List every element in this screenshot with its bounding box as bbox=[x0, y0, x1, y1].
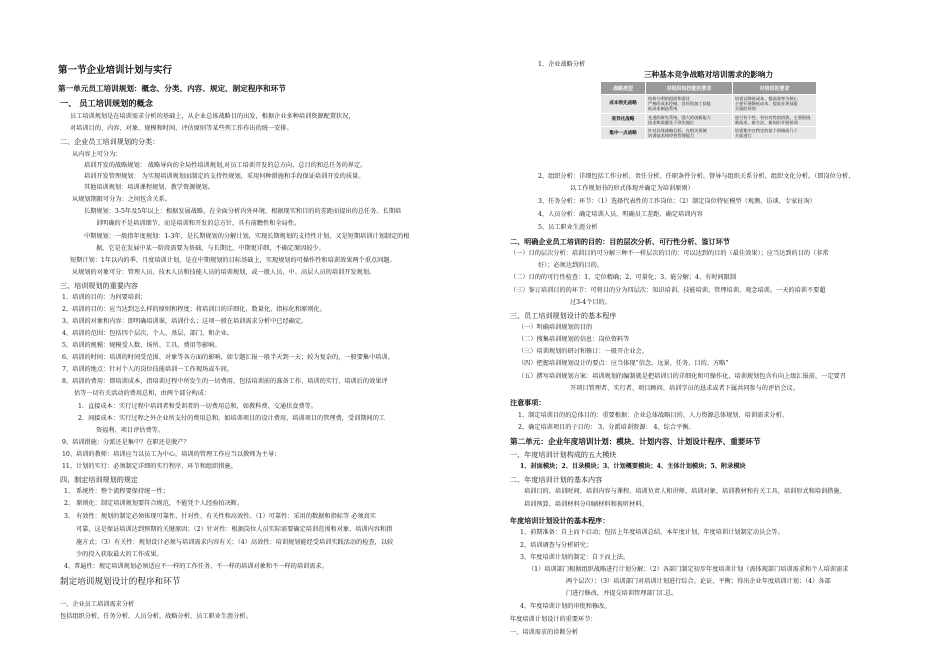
strategy-table bbox=[600, 68, 817, 140]
table-cell: 结构分明的组织和责任 严格的成本控制，良好的加工技能 低成本制造系统 bbox=[646, 95, 733, 114]
text-line: （四）把握培训规划设计的要点：应当体现“信念、远景、任务、目的、方略” bbox=[518, 360, 729, 367]
text-line: 开项目管理者、实行者、项目顾问、培训学员的恳求或者下属共同参与的评估会议。 bbox=[570, 385, 799, 392]
text-line: 四、制定培训规划的规定 bbox=[60, 475, 139, 484]
text-line: 一、培训需求的诊断分析 bbox=[510, 629, 579, 636]
table-header: 对组织和技能的要求 bbox=[646, 82, 733, 95]
table-cell: 成本领先战略 bbox=[601, 95, 646, 114]
text-line: 7、培训的地点：针对个人的岗位技能培训一工作现场或车间。 bbox=[62, 366, 233, 373]
text-line: 4、普遍性：规定培训规划必须适应不一样的工作任务、不一样的培训对象和不一样的培训需求。 bbox=[64, 563, 328, 570]
text-line: 4、培训的范围：包括四个层次，个人、基层、部门、和企业。 bbox=[62, 330, 233, 337]
text-line: 二、企业员工培训规划的分类： bbox=[60, 137, 160, 146]
text-line: 5、员工职业生涯分析 bbox=[538, 224, 598, 231]
text-line: 施方式；（3）有关性：规划设计必须与培训需求内容有关；（4）高效性：培训规划能经受培训实践活动的检查，以较 bbox=[76, 539, 394, 546]
text-line: 其他培训规划：培训课程规划、教学资源规划。 bbox=[84, 184, 214, 191]
text-line: 一、企业员工培训需求分析 bbox=[60, 601, 135, 608]
text-line: 培训预算、培训材料分印刷材料和视听材料。 bbox=[524, 501, 648, 508]
text-line: 好）；必须达到的目的。 bbox=[538, 262, 603, 269]
text-line: 第一单元员工培训规划：概念、分类、内容、规定、制定程序和环节 bbox=[58, 84, 286, 93]
text-line: （二）目的的可行性检查：1、定位精确；2、可量化；3、能分解；4、有时间限制 bbox=[510, 274, 737, 281]
text-line: 年度培训计划设计的基本程序： bbox=[510, 516, 610, 525]
text-line: 从内容上可分为： bbox=[72, 151, 122, 158]
text-line: 培训开发的战略规划： 战略导向的全局性培训规划,对员工培训开发的总方向、总目的和总任务的界定。 bbox=[84, 162, 367, 169]
table-cell: 培训集中在特定的某个领域或几个 方面进行 bbox=[732, 127, 816, 140]
text-line: 二、明确企业员工培训的目的：目的层次分析、可行性分析、鉴订环节 bbox=[510, 237, 730, 246]
text-line: （二）搜集培训规划的信息：岗位资料等 bbox=[518, 336, 630, 343]
text-line: 注意事项： bbox=[510, 398, 546, 407]
text-line: 1、制定培训目的的总体目的：重要根据：企业总体战略目的、人力资源总体规划、培训需求分析。 bbox=[518, 412, 788, 419]
text-line: 一、 员工培训规划的概念 bbox=[60, 98, 153, 108]
text-line: 从规划期限可分为：之间包含关系。 bbox=[72, 196, 171, 203]
text-line: 中期规划：一般指年度规划：1-3年，是长期规划的分解计划，实现长期规划的支持性计划，又是短期培训计划制定的根 bbox=[84, 233, 410, 240]
text-line: 2、组织分析：详细包括工作分析、责任分析、任职条件分析、督导与组织关系分析、组织文化分析。（即岗位分析， bbox=[538, 173, 855, 180]
text-line: 第二单元：企业年度培训计划：模块、计划内容、计划设计程序、重要环节 bbox=[510, 437, 761, 446]
text-line: 制定培训规划设计的程序和环节 bbox=[60, 577, 181, 587]
text-line: 一、年度培训计划构成的五大模块 bbox=[510, 450, 617, 459]
table-header: 战略类型 bbox=[601, 82, 646, 95]
text-line: 2、确定培训项目的子目的： 3、分派培训资源： 4、综合平衡。 bbox=[518, 424, 695, 431]
text-line: （三）培训规划的研讨和修订：一般开企业会。 bbox=[518, 348, 648, 355]
text-line: 据，它是在发展中某一阶段需要为基础，与长期比，中期更详细，不确定原因较少。 bbox=[96, 245, 325, 252]
text-line: 员工培训规划是在培训需求分析的基础上，从企业总体战略目的出发，根据企业多种培训资源配置状况， bbox=[70, 113, 355, 120]
text-line: 训明确的不是培训细节，而是培训和开发的总方针，具有前瞻性和全局性。 bbox=[96, 220, 301, 227]
text-line: 两个层次）；（3）培训部门对培训计划进行综合、论证、平衡；得出企业年度培训计划；（4）各部 bbox=[566, 578, 831, 585]
text-line: 1、前期准备：自上而下启动；包括上年度培训总结、本年度计划、年度培训计划制定动员会等。 bbox=[520, 529, 784, 536]
table-cell: 培训以降低成本、提高效率为核心 主要开展降低成本、提高业务技能 方面的培训 bbox=[732, 95, 816, 114]
text-line: 二、年度培训计划的基本内容 bbox=[510, 475, 603, 484]
text-line: 对培训目的、内容、对象、规模和时间、评估原则等某些列工作作出的统一安排。 bbox=[70, 125, 293, 132]
text-line: 11、计划的实行：必须制定详细的实行程序、环节和组织措施。 bbox=[62, 463, 237, 470]
text-line: 从规划的对象可分：管理人员、技术人员和技能人员的培训规划，或一般人员、中、高层人员的培训开发规划。 bbox=[72, 269, 376, 276]
text-line: 6、培训的时间：培训的时间受范围、对象等各方面的影响，如专题汇报一般半天到一天；较为复杂的，一般要集中培训。 bbox=[62, 354, 394, 361]
table-cell: 针对具体战略目标，在相关领域 培训技术和经营管理能力 bbox=[646, 127, 733, 140]
text-line: 2、 原则化：制定培训规划要符合规范，不能凭个人经验拍决断。 bbox=[64, 500, 244, 507]
text-line: 三、培训规划的重要内容 bbox=[60, 281, 139, 290]
text-line: 包括组织分析、任务分析、人员分析，战略分析、员工职业生涯分析。 bbox=[60, 613, 252, 620]
text-line: 2、培训的目的：应当达到怎么样的原则和程度；将培训目的详细化、数量化、指标化和原则化。 bbox=[62, 306, 326, 313]
text-line: 资福利、项目评估费等。 bbox=[96, 427, 165, 434]
text-line: 可靠，这是保证培训达到预期的关键原因；（2）针对性：根据岗位人员实际需要确定培训范围和对象、培训内容和措 bbox=[76, 526, 393, 533]
text-line: 少的投入获取最大的工作成果。 bbox=[76, 551, 163, 558]
text-line: 1、 系统性：整个流程要保持统一性； bbox=[64, 488, 169, 495]
text-line: 9、培训措施：分派还是集中？在职还是脱产？ bbox=[62, 439, 190, 446]
table-title: 三种基本竞争战略对培训需求的影响力 bbox=[643, 70, 774, 79]
text-line: 3、 有效性：规划的制定必须体现可靠性、针对性、有关性和高效性。（1）可靠性：采用的数据和指标等 必须真实 bbox=[64, 513, 376, 520]
table-row bbox=[601, 95, 817, 114]
text-line: 过3-4个目的。 bbox=[570, 299, 611, 306]
text-line: （一）目的层次分析：培训目的可分解三种不一样层次的目的：可以达到的目的（最佳效果）；应当达到的目的（非常 bbox=[510, 250, 829, 257]
text-line: 1、封面模块；2、目录模块；3、计划概要模块；4、主体计划模块；5、附录模块 bbox=[520, 463, 746, 470]
text-line: 培训目的、培训时间、培训内容与课程、培训负责人和讲师、培训对象、培训教材和有关工具、培训形式和培训措施、 bbox=[524, 488, 846, 495]
text-line: 长期规划：3-5年及5年以上：根据发展战略，在全面分析内外环境，根据现实和目的的差距而提出的总任务。长期培 bbox=[84, 208, 402, 215]
table-row bbox=[601, 127, 817, 140]
text-line: 3、年度培训计划的制定：自下而上法。 bbox=[520, 554, 630, 561]
text-line: （三）鉴订培训目的的环节：可将目的分为四层次：知识培训、技能培训、管理培训、观念培训。一天的培训不要超 bbox=[510, 287, 826, 294]
text-line: 10、培训的教师：培训应当以员工为中心，培训的管理工作应当以教师为主导； bbox=[62, 451, 281, 458]
text-line: 2．间接成本：实行过程之外企业所支付的费用总和，如培训项目的设计费用，培训项目的管理费，受训期间的工 bbox=[78, 415, 386, 422]
text-line: 估等一切有关活动的费用总和，由两个部分构成： bbox=[74, 390, 211, 397]
strategy-analysis-heading: 1、企业战略分析 bbox=[538, 61, 586, 68]
text-line: 4、年度培训计划的审批和修改。 bbox=[520, 603, 611, 610]
text-line: 短期计划：1年以内的季、月度培训计划，是在中期规划的目标基础上，实现规划的可操作性和培训效果两个重点问题。 bbox=[70, 257, 396, 264]
text-line: 1、培训的目的：为何要培训； bbox=[62, 294, 147, 301]
text-line: （1）培训部门根据组织战略进行计划分解；（2）各部门制定初步年度培训计划（需体现部门培训需求和个人培训需求 bbox=[528, 566, 849, 573]
table-cell: 先进的研究系统，强大的创新能力 技术和质量处于领先地位 bbox=[646, 113, 733, 126]
text-line: 4、人员分析：确定培训人员、明确员工差距、确定培训内容 bbox=[538, 211, 703, 218]
table-cell: 差异化战略 bbox=[601, 113, 646, 126]
text-line: 培训开发管理规划： 为实现培训规划而制定的支持性规划，采用何种措施和手段保证培训开发的质量。 bbox=[84, 173, 365, 180]
text-line: 以工作规划书的形式体现并确定为培训原则） bbox=[570, 185, 694, 192]
text-line: 2、培训调查与分析研究； bbox=[520, 542, 592, 549]
text-line: （一）明确培训规划的目的 bbox=[518, 324, 593, 331]
text-line: 年度培训计划设计的重要环节： bbox=[510, 616, 597, 623]
text-line: 3、培训的对象和内容：即明确培训谁，培训什么；这项一般在培训需求分析中已经确定。 bbox=[62, 318, 308, 325]
text-line: （五）撰写培训规划方案：培训规划的编制就是把培训目的详细化和可操作化，培训规划包含有向上级汇报前，一定要召 bbox=[518, 373, 846, 380]
text-line: 三、员工培训规划设计的基本程序 bbox=[510, 311, 617, 320]
text-line: 3、任务分析：环节：（1）选择代表性的工作岗位；（2）制定岗位特征模型（观测、访谈、专家征询） bbox=[538, 198, 816, 205]
text-line: 门进行修改，并提交培训管理部门汇总。 bbox=[566, 590, 678, 597]
text-line: 第一节企业培训计划与实行 bbox=[58, 65, 173, 76]
table-row bbox=[601, 113, 817, 126]
text-line: 8、培训的费用：即培训成本，指培训过程中所发生的一切费用，包括培训前的准备工作、培训的实行、培训后的效果评 bbox=[62, 378, 388, 385]
table-cell: 集中一点战略 bbox=[601, 127, 646, 140]
table-header: 对培训的要求 bbox=[732, 82, 816, 95]
table-cell: 进行有个性、有针对性的培训，主要围绕 新技术、新方法、新知识开展培训 bbox=[732, 113, 816, 126]
text-line: 5、培训的规模：规模受人数、场所、工具、费用等影响。 bbox=[62, 342, 221, 349]
text-line: 1．直接成本：实行过程中培训者和受训者的一切费用总和，如教科费、交通状食费等。 bbox=[78, 403, 318, 410]
